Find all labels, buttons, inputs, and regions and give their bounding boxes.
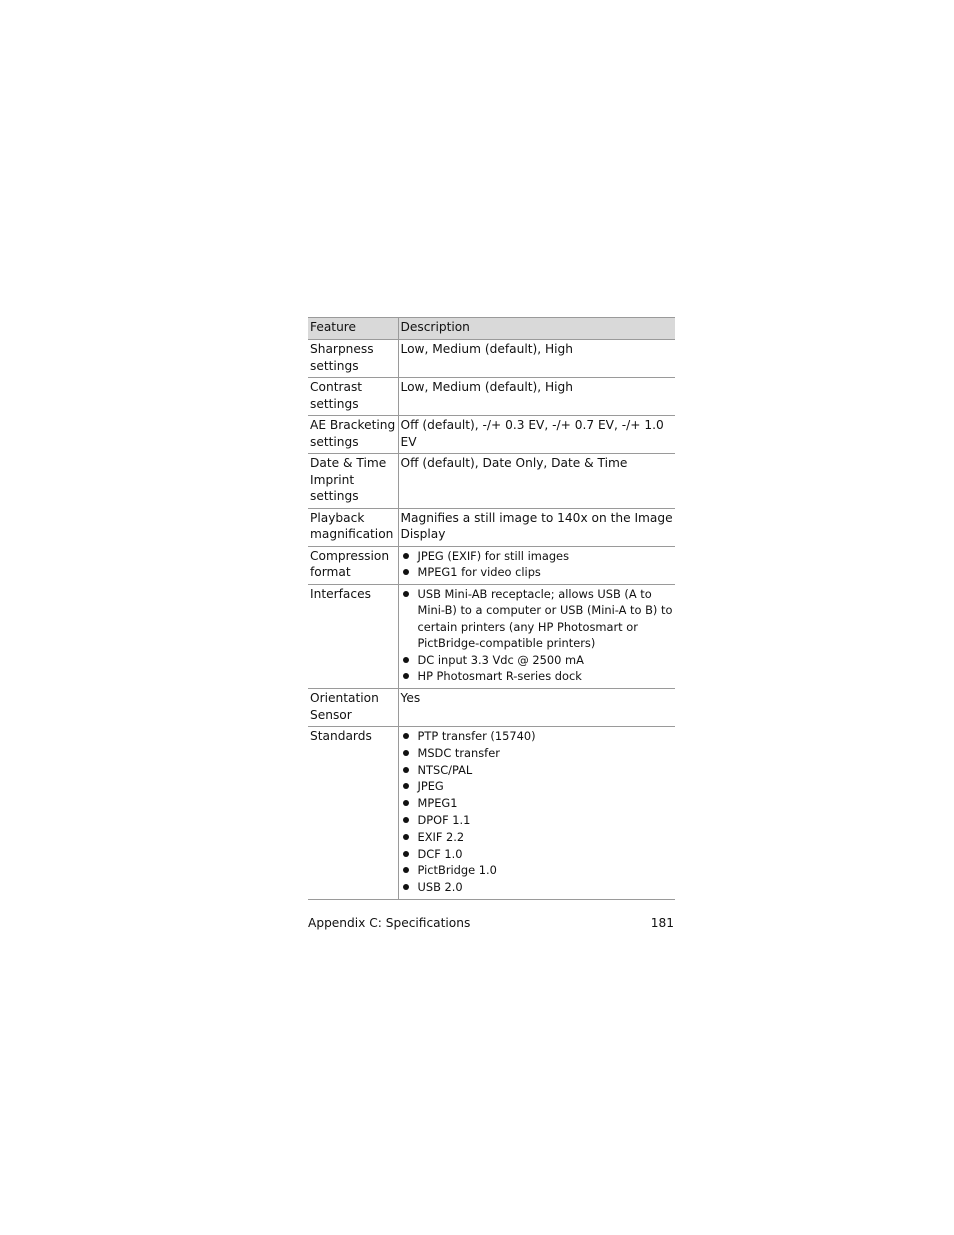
bullet-list (401, 586, 674, 684)
bullet-icon (403, 851, 409, 857)
list-item: HP Photosmart R-series dock (401, 668, 674, 684)
list-item: NTSC/PAL (401, 762, 674, 778)
list-item: DC input 3.3 Vdc @ 2500 mA (401, 652, 674, 668)
bullet-icon (403, 750, 409, 756)
description-cell: Low, Medium (default), High (398, 378, 675, 416)
description-cell (398, 727, 675, 900)
table-row (308, 585, 675, 689)
bullet-icon (403, 800, 409, 806)
table-row (308, 378, 675, 416)
table-row (308, 546, 675, 585)
list-item: MPEG1 (401, 795, 674, 811)
feature-cell: Playback magnification (308, 508, 398, 546)
feature-cell: Orientation Sensor (308, 689, 398, 727)
feature-cell: Standards (308, 727, 398, 900)
description-cell: Off (default), -/+ 0.3 EV, -/+ 0.7 EV, -/+ 1.0 EV (398, 416, 675, 454)
list-item: JPEG (401, 778, 674, 794)
table-row (308, 689, 675, 727)
list-item: MSDC transfer (401, 745, 674, 761)
bullet-icon (403, 834, 409, 840)
feature-cell: Interfaces (308, 585, 398, 689)
list-item: USB Mini-AB receptacle; allows USB (A to Mini-B) to a computer or USB (Mini-A to B) to certain printers (any HP Photosmart or PictBridge-compatible printers) (401, 586, 674, 651)
table-row (308, 727, 675, 900)
footer-section-title: Appendix C: Specifications (308, 916, 471, 930)
bullet-icon (403, 817, 409, 823)
description-cell: Off (default), Date Only, Date & Time (398, 454, 675, 509)
bullet-icon (403, 657, 409, 663)
table-row (308, 454, 675, 509)
description-cell (398, 546, 675, 585)
bullet-icon (403, 569, 409, 575)
feature-cell: Compression format (308, 546, 398, 585)
column-header-description: Description (398, 318, 675, 340)
bullet-icon (403, 553, 409, 559)
description-cell: Low, Medium (default), High (398, 340, 675, 378)
list-item: PTP transfer (15740) (401, 728, 674, 744)
specifications-table (308, 317, 675, 900)
bullet-icon (403, 867, 409, 873)
feature-cell: Contrast settings (308, 378, 398, 416)
table-row (308, 340, 675, 378)
description-cell (398, 585, 675, 689)
description-cell: Magnifies a still image to 140x on the Image Display (398, 508, 675, 546)
bullet-icon (403, 783, 409, 789)
bullet-icon (403, 884, 409, 890)
bullet-icon (403, 767, 409, 773)
bullet-icon (403, 733, 409, 739)
table-header-row (308, 318, 675, 340)
feature-cell: AE Bracketing settings (308, 416, 398, 454)
description-cell: Yes (398, 689, 675, 727)
feature-cell: Date & Time Imprint settings (308, 454, 398, 509)
list-item: MPEG1 for video clips (401, 564, 674, 580)
table-row (308, 508, 675, 546)
feature-cell: Sharpness settings (308, 340, 398, 378)
list-item: JPEG (EXIF) for still images (401, 548, 674, 564)
bullet-icon (403, 673, 409, 679)
list-item: EXIF 2.2 (401, 829, 674, 845)
bullet-icon (403, 591, 409, 597)
bullet-list (401, 728, 674, 895)
list-item: DPOF 1.1 (401, 812, 674, 828)
table-row (308, 416, 675, 454)
bullet-list (401, 548, 674, 581)
column-header-feature: Feature (308, 318, 398, 340)
list-item: USB 2.0 (401, 879, 674, 895)
page-number: 181 (650, 916, 674, 930)
list-item: PictBridge 1.0 (401, 862, 674, 878)
list-item: DCF 1.0 (401, 846, 674, 862)
